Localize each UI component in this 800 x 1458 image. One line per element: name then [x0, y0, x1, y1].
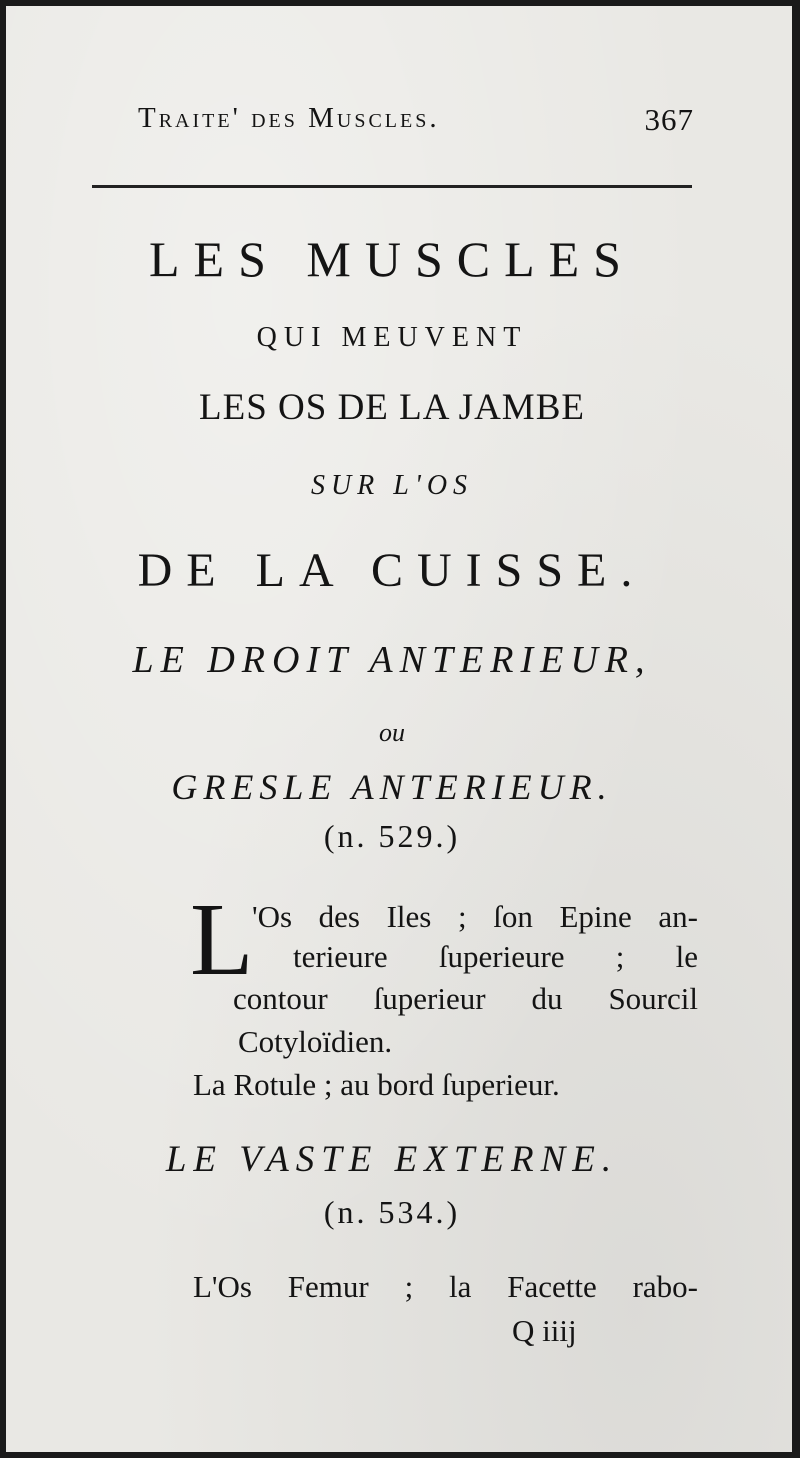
- section-number: (n. 534.): [323, 1194, 461, 1230]
- book-page: [6, 6, 792, 1452]
- body-line: 'Os des Iles ; ſon Epine an-: [252, 899, 698, 934]
- page-number: 367: [644, 102, 694, 137]
- section-heading-vaste-externe: LE VASTE EXTERNE.: [165, 1139, 619, 1180]
- catchword: Q iiij: [512, 1313, 577, 1348]
- section-number: (n. 529.): [323, 818, 461, 854]
- running-head-title: Traite' des Muscles.: [138, 102, 440, 134]
- drop-cap: L: [190, 882, 254, 997]
- body-line: contour ſuperieur du Sourcil: [233, 981, 698, 1016]
- body-line: L'Os Femur ; la Facette rabo-: [193, 1269, 698, 1304]
- title-line-1: LES MUSCLES: [148, 231, 635, 287]
- section-heading-droit-anterieur: LE DROIT ANTERIEUR,: [132, 639, 652, 681]
- title-line-4: SUR L'OS: [310, 470, 474, 501]
- body-line: terieure ſuperieure ; le: [293, 939, 698, 974]
- title-line-3: LES OS DE LA JAMBE: [199, 387, 585, 428]
- title-line-2: QUI MEUVENT: [256, 322, 528, 353]
- header-rule: [92, 185, 692, 188]
- section-heading-gresle-anterieur: GRESLE ANTERIEUR.: [171, 767, 613, 807]
- body-line: Cotyloïdien.: [238, 1024, 393, 1059]
- body-line: La Rotule ; au bord ſuperieur.: [193, 1067, 560, 1102]
- title-line-5: DE LA CUISSE.: [137, 544, 647, 597]
- section-heading-or: ou: [379, 718, 405, 747]
